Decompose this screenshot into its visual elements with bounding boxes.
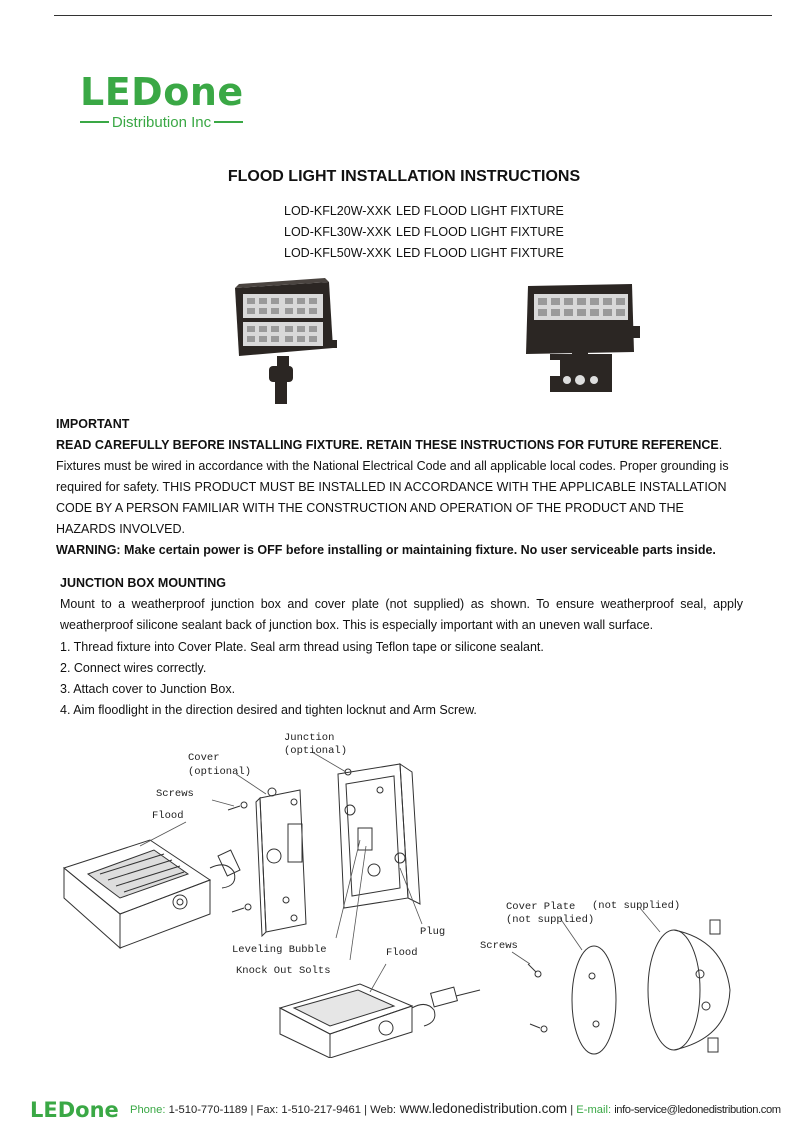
junction-intro: Mount to a weatherproof junction box and cover plate (not supplied) as shown. To ensure weatherproof seal, apply weatherproof silicone sealant back of junction box. This is especially important with an uneven wall surface. [60,597,743,633]
junction-step: 4. Aim floodlight in the direction desired and tighten locknut and Arm Screw. [60,703,477,718]
label-cover-plate-1: Cover Plate [506,901,576,913]
read-carefully-line [56,435,736,456]
label-flood-2: Flood [386,947,418,959]
model-desc: LED FLOOD LIGHT FIXTURE [396,225,564,239]
important-section [56,414,736,561]
label-screws-2: Screws [480,940,518,952]
junction-step: 3. Attach cover to Junction Box. [60,682,236,697]
logo-sub-text: Distribution Inc [111,113,212,131]
label-junction-2: (optional) [284,745,348,757]
product-photo-trunnion-mount [520,280,645,398]
round-junction-box-drawing [648,920,730,1052]
junction-box-drawing [338,764,420,908]
label-leveling-bubble: Leveling Bubble [232,944,327,956]
top-rule [54,15,772,16]
model-row [284,222,564,243]
footer-contact [130,1101,781,1116]
logo-rule-right [214,121,243,123]
footer-separator: | [567,1104,577,1116]
model-row [284,201,564,222]
junction-heading: JUNCTION BOX MOUNTING [60,576,226,590]
screws-drawing [228,802,547,1032]
model-row [284,243,564,264]
cover-plate-drawing [256,788,306,936]
web-link[interactable]: www.ledonedistribution.com [396,1101,568,1116]
model-list [284,201,564,264]
page-title: FLOOD LIGHT INSTALLATION INSTRUCTIONS [227,168,581,185]
junction-step: 2. Connect wires correctly. [60,660,207,675]
important-body: Fixtures must be wired in accordance with the National Electrical Code and all applicable local codes. Proper grounding is required for safety. THIS PRODUCT MUST BE INSTALLED IN ACCORDANCE WITH THE APPLICABLE INSTALLATION CODE BY A PERSON FAMILIAR WITH THE CONSTRUCTION AND OPERATION OF THE PRODUCT AND THE HAZARDS INVOLVED. [56,459,729,536]
label-screws: Screws [156,788,194,800]
label-flood: Flood [152,810,184,822]
product-photo-knuckle-mount [225,278,345,406]
phone-label: Phone: [130,1104,166,1116]
warning-text: WARNING: Make certain power is OFF before installing or maintaining fixture. No user serviceable parts inside. [56,543,716,557]
model-code: LOD-KFL30W-XXK [284,225,392,239]
model-desc: LED FLOOD LIGHT FIXTURE [396,204,564,218]
flood-fixture-left [64,840,240,948]
fax-label: Fax: [256,1104,279,1116]
read-carefully-period: . [718,438,723,452]
installation-diagram [60,728,760,1058]
footer-logo: LEDone [30,1098,119,1122]
label-knock-out: Knock Out Solts [236,965,331,977]
label-cover-2: (optional) [188,766,252,778]
label-plug: Plug [420,926,446,938]
model-code: LOD-KFL50W-XXK [284,246,392,260]
round-cover-plate-drawing [572,946,616,1054]
flood-fixture-bottom [280,984,480,1058]
label-junction-1: Junction [284,732,335,744]
label-cover-1: Cover [188,752,220,764]
read-carefully-text: READ CAREFULLY BEFORE INSTALLING FIXTURE. RETAIN THESE INSTRUCTIONS FOR FUTURE REFERENCE [56,438,719,452]
model-desc: LED FLOOD LIGHT FIXTURE [396,246,564,260]
junction-step: 1. Thread fixture into Cover Plate. Seal arm thread using Teflon tape or silicone sealant. [60,639,544,654]
email-link[interactable]: info-service@ledonedistribution.com [614,1104,781,1116]
web-label: Web: [370,1104,397,1116]
label-not-supplied: (not supplied) [592,900,681,912]
logo-subtitle [80,113,243,131]
important-heading: IMPORTANT [56,417,130,431]
phone-number: 1-510-770-1189 | [165,1104,257,1116]
junction-section [60,573,743,721]
logo-rule-left [80,121,109,123]
company-logo: LEDone [80,70,244,114]
fax-number: 1-510-217-9461 | [278,1104,371,1116]
email-label: E-mail: [576,1104,615,1116]
model-code: LOD-KFL20W-XXK [284,204,392,218]
label-cover-plate-2: (not supplied) [506,914,595,926]
